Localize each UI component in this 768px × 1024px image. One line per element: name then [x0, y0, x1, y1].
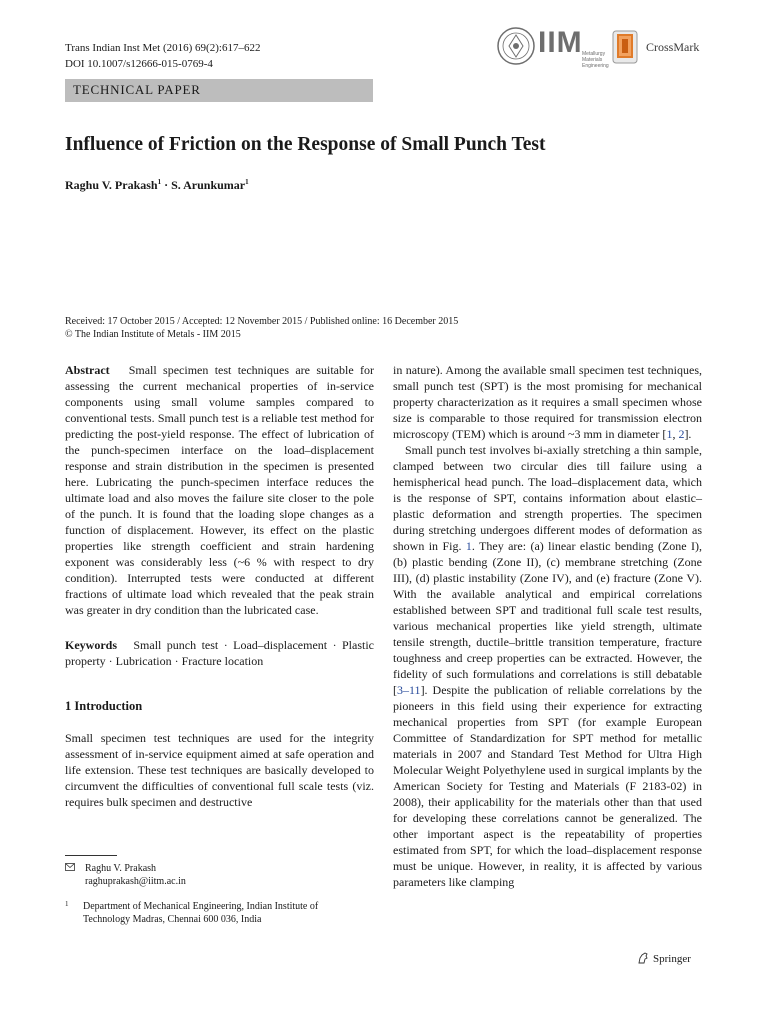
abstract — [65, 362, 374, 618]
paragraph-text: ]. Despite the publication of reliable correlations by the pioneers in this field using their experience for extracting mechanical properties from SPT (for example European Committee of Standardization for SPT method for metallic materials in 2007 and Standard Test Method for Ultra High Molecular Weight Polyethylene used in surgical implants by the American Society for Testing and Materials (F 2183-02) in 2008), their applicability for the materials other than that used for developing these correlations cannot be generalized. The other important aspect is the repeatability of properties estimated from SPT, for which the load–displacement response must be unique. However, in reality, it is affected by various parameters like clamping — [393, 683, 702, 889]
paragraph-text: ]. — [684, 427, 692, 441]
publisher-name: Springer — [653, 953, 691, 965]
affiliation-footnote — [65, 900, 365, 926]
corresponding-email[interactable]: raghuprakash@iitm.ac.in — [85, 876, 186, 887]
journal-info — [65, 40, 260, 72]
corresponding-name: Raghu V. Prakash — [85, 863, 157, 874]
left-column — [65, 362, 374, 810]
citation-link[interactable]: 1 — [666, 427, 673, 441]
crossmark-label[interactable]: CrossMark — [646, 40, 700, 54]
affiliation-marker: 1 — [157, 178, 162, 186]
paper-title: Influence of Friction on the Response of Small Punch Test — [65, 134, 546, 155]
author-name[interactable]: Raghu V. Prakash — [65, 178, 158, 192]
paragraph-text: Small punch test involves bi-axially stretching a thin sample, clamped between two circular dies till failure using a hemispherical head punch. The load–displacement data, which is the response of SPT, contains information about elastic–plastic deformation and strength properties. The specimen during stretching undergoes different modes of deformation as shown in Fig. — [393, 443, 702, 553]
history-dates: Received: 17 October 2015 / Accepted: 12 November 2015 / Published online: 16 December 2015 — [65, 316, 459, 327]
section-band — [65, 79, 373, 102]
figure-link[interactable]: 1 — [465, 539, 472, 553]
citation-link[interactable]: 3–11 — [397, 683, 421, 697]
keywords-text: Small punch test · Load–displacement · Plastic property · Lubrication · Fracture location — [65, 638, 375, 668]
paragraph-text: in nature). Among the available small specimen test techniques, small punch test (SPT) is the most promising for mechanical property characterization as it requires a small specimen whose size is comparable to those required for transmission electron microscopy (TEM) which is around ~3 mm in diameter [ — [393, 363, 702, 441]
keywords-label: Keywords — [65, 638, 117, 652]
paragraph-text: . They are: (a) linear elastic bending (Zone I), (b) plastic bending (Zone II), (c) membrane stretching (Zone III), (d) plastic instability (Zone IV), and (e) fracture (Zone V). With the available analytical and empirical correlations established between SPT and traditional full scale test results, various mechanical properties like yield strength, ultimate tensile strength, ductile–brittle transition temperature, fracture toughness and creep properties can be extracted. However, the fidelity of such formulations and correlations is still debatable [ — [393, 539, 702, 697]
iim-logo-subtext: Metallurgy Materials Engineering — [582, 51, 609, 69]
springer-horse-icon — [637, 952, 649, 964]
section-label: TECHNICAL PAPER — [73, 82, 201, 97]
intro-paragraph: Small specimen test techniques are used for the integrity assessment of in-service equipment aimed at safe operation and life extension. These test techniques are basically developed to circumvent the difficulties of conventional full scale tests (viz. requires bulk specimen and destructive — [65, 731, 374, 809]
footnote-rule — [65, 855, 117, 856]
abstract-text: Small specimen test techniques are suitable for assessing the current mechanical properties of in-service components using small volume samples compared to conventional tests. Small punch test is a reliable test method for predicting the post-yield response. The effect of lubrication of the punch-specimen interface on the load–displacement response and strain distribution in the specimen is presented here. Lubricating the punch-specimen interface reduces the ultimate load and also moves the failure site closer to the pole of the punch. It is found that the loading slope changes as a function of displacement. However, its effect on the plastic properties like strength coefficient and strain hardening exponent was considerably less (~6 % with respect to dry condition). Interrupted tests were conducted at different fractions of ultimate load which revealed that the peak strain was greater in dry condition than the lubricated case. — [65, 363, 375, 617]
author-line — [65, 178, 249, 193]
article-history — [65, 315, 458, 341]
affiliation-marker: 1 — [245, 178, 249, 186]
right-column — [393, 362, 702, 890]
iim-logo-text: IIM — [538, 26, 583, 59]
intro-paragraph-continued — [393, 362, 702, 442]
citation-link[interactable]: 2 — [678, 427, 685, 441]
author-name[interactable]: S. Arunkumar — [171, 178, 246, 192]
abstract-label: Abstract — [65, 363, 110, 377]
envelope-icon — [65, 863, 75, 871]
corresponding-author — [65, 862, 186, 888]
affiliation-number: 1 — [65, 900, 69, 908]
citation-separator: , — [672, 427, 679, 441]
copyright-line: © The Indian Institute of Metals - IIM 2015 — [65, 329, 241, 340]
intro-paragraph-2 — [393, 442, 702, 890]
keywords — [65, 637, 374, 669]
journal-citation: Trans Indian Inst Met (2016) 69(2):617–622 — [65, 42, 261, 54]
publisher-logos — [496, 26, 708, 70]
springer-logo — [637, 952, 691, 965]
iim-seal-icon — [496, 26, 536, 66]
doi[interactable]: DOI 10.1007/s12666-015-0769-4 — [65, 58, 213, 70]
crossmark-icon[interactable] — [610, 29, 640, 65]
section-heading-introduction: 1 Introduction — [65, 699, 143, 713]
affiliation-text: Department of Mechanical Engineering, Indian Institute of Technology Madras, Chennai 600 036, India — [83, 901, 319, 925]
author-separator: · — [161, 178, 172, 192]
